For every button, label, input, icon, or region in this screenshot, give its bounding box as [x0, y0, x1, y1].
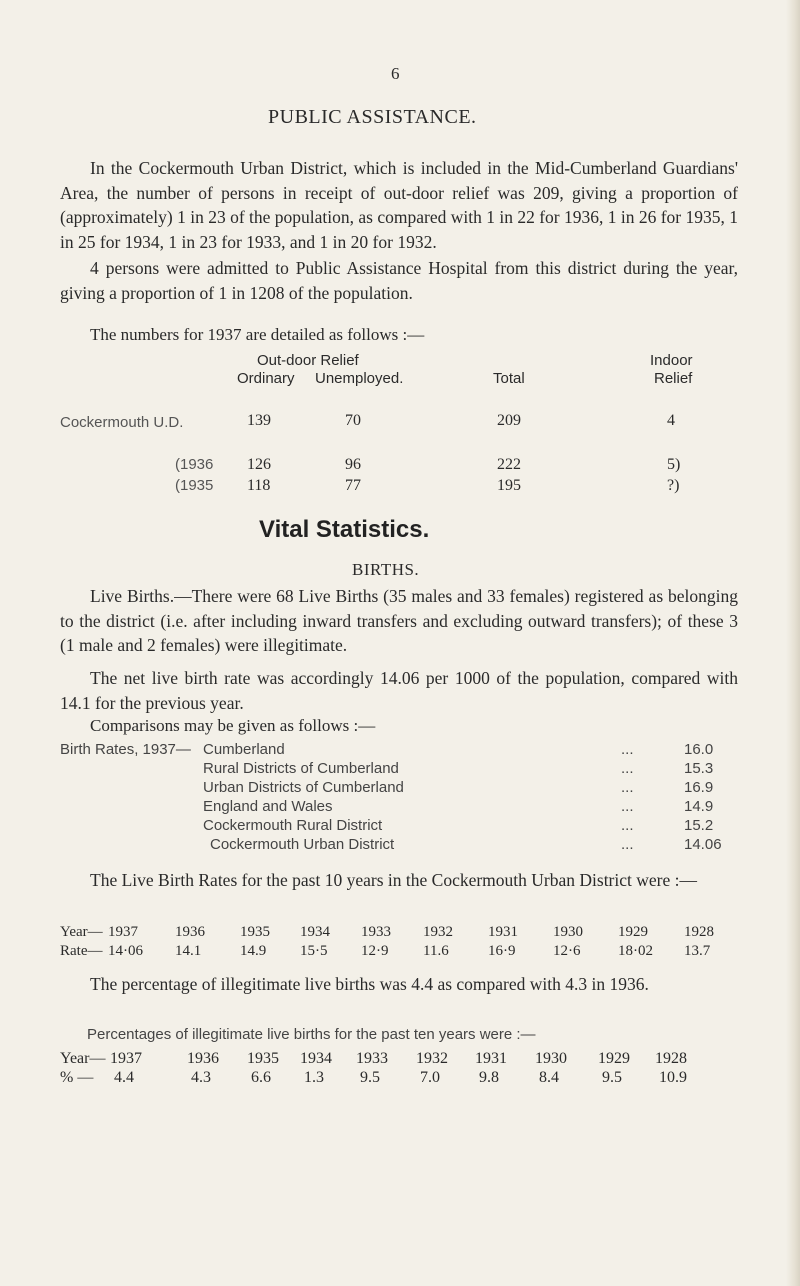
year-cell: 1932 [423, 924, 453, 940]
cell-ordinary: 118 [247, 477, 271, 494]
illegit-value-cell: 4.3 [191, 1069, 211, 1086]
comparison-value: 14.06 [684, 836, 722, 853]
illegit-year-row-label: Year— [60, 1050, 106, 1067]
paragraph-birth-rate: The net live birth rate was accordingly 14.06 per 1000 of the population, compared with 14.1 for the previous year. [60, 668, 738, 713]
cell-unemployed: 70 [345, 412, 361, 429]
comparison-label: Rural Districts of Cumberland [203, 760, 399, 777]
leader-dots: ... [621, 760, 634, 777]
numbers-intro: The numbers for 1937 are detailed as follows :— [90, 325, 425, 344]
row-label: Cockermouth U.D. [60, 414, 184, 431]
cell-total: 195 [497, 477, 521, 494]
illegit-value-cell: 7.0 [420, 1069, 440, 1086]
cell-unemployed: 96 [345, 456, 361, 473]
illegit-year-cell: 1934 [300, 1050, 332, 1067]
leader-dots: ... [621, 741, 634, 758]
comparison-value: 14.9 [684, 798, 714, 815]
leader-dots: ... [621, 817, 634, 834]
page-title: PUBLIC ASSISTANCE. [268, 106, 477, 128]
vital-statistics-heading: Vital Statistics. [259, 516, 430, 543]
cell-ordinary: 126 [247, 456, 271, 473]
cell-indoor: 5) [667, 456, 681, 473]
comparison-label: Cockermouth Urban District [210, 836, 395, 853]
illegit-year-cell: 1933 [356, 1050, 388, 1067]
year-cell: 1933 [361, 924, 391, 940]
illegit-year-cell: 1929 [598, 1050, 630, 1067]
paragraph-illegitimate-percentage: The percentage of illegitimate live births was 4.4 as compared with 4.3 in 1936. [90, 974, 649, 994]
illegit-value-cell: 9.5 [360, 1069, 380, 1086]
comparison-value: 16.9 [684, 779, 714, 796]
out-door-relief-header: Out-door Relief [257, 352, 359, 369]
illegit-year-cell: 1930 [535, 1050, 567, 1067]
paragraph-out-door-relief: In the Cockermouth Urban District, which is included in the Mid-Cumberland Guardians' Area, the number of persons in receipt of out-door relief was 209, giving a proportion of (approximately) 1 in 23 of the population, as compared with 1 in 22 for 1936, 1 in 26 for 1935, 1 in 25 for 1934, 1 in 23 for 1933, and 1 in 20 for 1932. [60, 158, 738, 252]
comparison-value: 15.3 [684, 760, 714, 777]
year-cell: 1936 [175, 924, 205, 940]
illegit-year-cell: 1937 [110, 1050, 142, 1067]
rate-cell: 15·5 [300, 943, 328, 959]
illegit-value-cell: 6.6 [251, 1069, 271, 1086]
rate-row-label: Rate— [60, 943, 103, 959]
page-edge-shadow [786, 0, 800, 1286]
illegit-value-cell: 4.4 [114, 1069, 134, 1086]
cell-indoor: 4 [667, 412, 675, 429]
col-unemployed-header: Unemployed. [315, 370, 404, 387]
illegit-value-cell: 10.9 [659, 1069, 687, 1086]
illegit-year-cell: 1931 [475, 1050, 507, 1067]
row-label: (1936 [175, 456, 214, 473]
paragraph-ten-year-rates-intro: The Live Birth Rates for the past 10 years in the Cockermouth Urban District were :— [90, 870, 697, 890]
comparison-label: Cockermouth Rural District [203, 817, 383, 834]
illegit-value-cell: 8.4 [539, 1069, 559, 1086]
illegit-value-cell: 1.3 [304, 1069, 324, 1086]
comparisons-prefix: Birth Rates, 1937— [60, 741, 191, 758]
illegit-value-cell: 9.5 [602, 1069, 622, 1086]
comparison-label: England and Wales [203, 798, 333, 815]
col-indoor-header-1: Indoor [650, 352, 693, 369]
comparison-label: Cumberland [203, 741, 285, 758]
paragraph-live-births: Live Births.—There were 68 Live Births (35 males and 33 females) registered as belonging to the district (i.e. after including inward transfers and excluding outward transfers); of these 3 (1 male and 2 females) were illegitimate. [60, 586, 738, 655]
illegit-year-cell: 1936 [187, 1050, 219, 1067]
rate-cell: 11.6 [423, 943, 449, 959]
year-cell: 1934 [300, 924, 330, 940]
row-label: (1935 [175, 477, 214, 494]
illegit-year-cell: 1932 [416, 1050, 448, 1067]
births-heading: BIRTHS. [352, 560, 420, 579]
rate-cell: 14·06 [108, 943, 143, 959]
cell-indoor: ?) [667, 477, 680, 494]
comparison-label: Urban Districts of Cumberland [203, 779, 404, 796]
year-row-label: Year— [60, 924, 103, 940]
rate-cell: 14.1 [175, 943, 202, 959]
illegit-year-cell: 1935 [247, 1050, 279, 1067]
leader-dots: ... [621, 798, 634, 815]
col-indoor-header-2: Relief [654, 370, 693, 387]
page-number: 6 [391, 64, 400, 83]
col-total-header: Total [493, 370, 525, 387]
illegitimate-intro: Percentages of illegitimate live births for the past ten years were :— [87, 1026, 536, 1043]
year-cell: 1935 [240, 924, 270, 940]
year-cell: 1928 [684, 924, 714, 940]
cell-total: 222 [497, 456, 521, 473]
leader-dots: ... [621, 779, 634, 796]
leader-dots: ... [621, 836, 634, 853]
year-cell: 1937 [108, 924, 138, 940]
cell-ordinary: 139 [247, 412, 271, 429]
rate-cell: 12·9 [361, 943, 389, 959]
comparisons-intro: Comparisons may be given as follows :— [90, 716, 376, 735]
paragraph-hospital-admissions: 4 persons were admitted to Public Assistance Hospital from this district during the year, giving a proportion of 1 in 1208 of the population. [60, 258, 738, 303]
cell-unemployed: 77 [345, 477, 361, 494]
illegit-year-cell: 1928 [655, 1050, 687, 1067]
rate-cell: 14.9 [240, 943, 267, 959]
year-cell: 1931 [488, 924, 518, 940]
year-cell: 1930 [553, 924, 583, 940]
rate-cell: 16·9 [488, 943, 516, 959]
rate-cell: 18·02 [618, 943, 653, 959]
year-cell: 1929 [618, 924, 648, 940]
comparison-value: 16.0 [684, 741, 714, 758]
rate-cell: 12·6 [553, 943, 581, 959]
illegit-value-cell: 9.8 [479, 1069, 499, 1086]
col-ordinary-header: Ordinary [237, 370, 295, 387]
cell-total: 209 [497, 412, 521, 429]
rate-cell: 13.7 [684, 943, 711, 959]
comparison-value: 15.2 [684, 817, 714, 834]
illegit-pct-row-label: % — [60, 1069, 94, 1086]
